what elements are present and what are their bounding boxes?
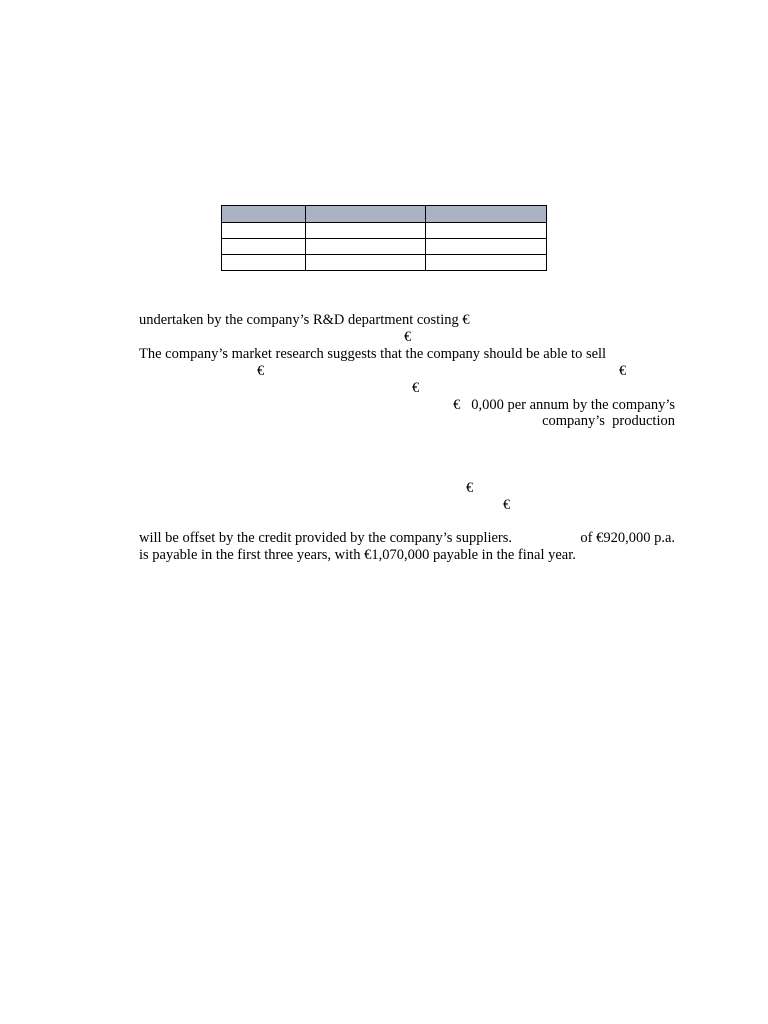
table-cell xyxy=(426,255,547,271)
table-header-row xyxy=(222,206,547,223)
table-row xyxy=(222,223,547,239)
text-line-suppliers-credit: will be offset by the credit provided by the company’s suppliers. xyxy=(139,530,513,546)
text-line-per-annum: € 0,000 per annum by the company’s xyxy=(453,397,675,413)
text-line-payable: is payable in the first three years, with €1,070,000 payable in the final year. xyxy=(139,547,576,563)
table-header-cell xyxy=(426,206,547,223)
table-header-cell xyxy=(222,206,306,223)
table-cell xyxy=(222,223,306,239)
text-line-annual-amount: of €920,000 p.a. xyxy=(580,530,675,546)
table-cell xyxy=(426,239,547,255)
text-euro-fragment: € xyxy=(466,480,474,496)
table-cell xyxy=(306,223,426,239)
text-line-market-research: The company’s market research suggests that the company should be able to sell xyxy=(139,346,607,362)
table-cell xyxy=(426,223,547,239)
table-cell xyxy=(306,255,426,271)
table-cell xyxy=(222,255,306,271)
table-row xyxy=(222,255,547,271)
text-euro-fragment: € xyxy=(503,497,511,513)
text-euro-fragment: € xyxy=(412,380,420,396)
text-line-rd-costing: undertaken by the company’s R&D department costing € xyxy=(139,312,470,328)
table-header-cell xyxy=(306,206,426,223)
text-euro-fragment: € xyxy=(257,363,265,379)
text-line-production: company’s production xyxy=(542,413,675,429)
table-row xyxy=(222,239,547,255)
table-cell xyxy=(222,239,306,255)
text-euro-fragment: € xyxy=(404,329,412,345)
text-euro-fragment: € xyxy=(619,363,627,379)
data-table xyxy=(221,205,547,271)
table-cell xyxy=(306,239,426,255)
